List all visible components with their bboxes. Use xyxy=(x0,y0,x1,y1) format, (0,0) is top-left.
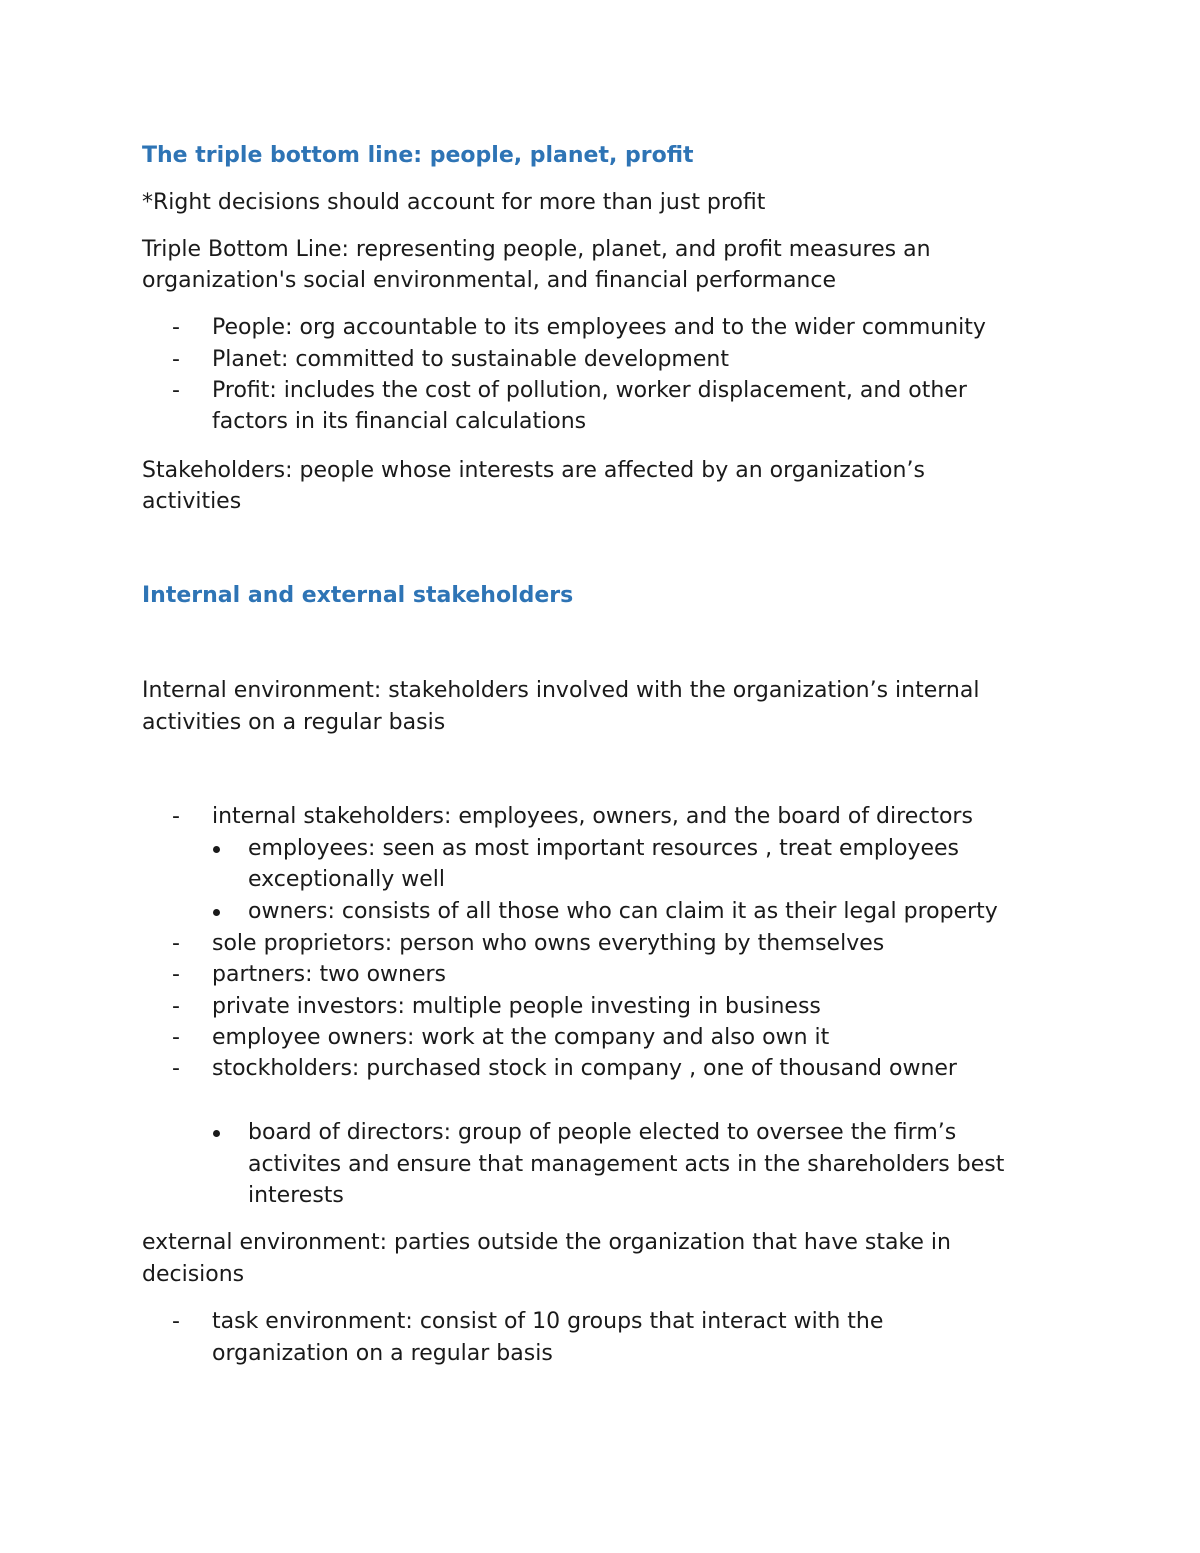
bullet-dot-icon xyxy=(213,846,220,853)
dash-bullet: - xyxy=(172,804,180,829)
dash-bullet: - xyxy=(172,1056,180,1081)
bullet-profit-line-2: factors in its financial calculations xyxy=(212,409,587,434)
bullet-stockholders: stockholders: purchased stock in company , one of thousand owner xyxy=(212,1056,957,1081)
heading-triple-bottom-line: The triple bottom line: people, planet, profit xyxy=(142,143,694,168)
bullet-planet: Planet: committed to sustainable development xyxy=(212,347,729,372)
dash-bullet: - xyxy=(172,378,180,403)
note-right-decisions: *Right decisions should account for more than just profit xyxy=(142,190,766,215)
bullet-task-environment-line-1: task environment: consist of 10 groups that interact with the xyxy=(212,1309,884,1334)
heading-internal-external: Internal and external stakeholders xyxy=(142,583,574,608)
bullet-dot-icon xyxy=(213,909,220,916)
dash-bullet: - xyxy=(172,1309,180,1334)
internal-environment-line-1: Internal environment: stakeholders involved with the organization’s internal xyxy=(142,678,980,703)
dash-bullet: - xyxy=(172,962,180,987)
subbullet-employees-line-1: employees: seen as most important resources , treat employees xyxy=(248,836,959,861)
bullet-dot-icon xyxy=(213,1130,220,1137)
subbullet-employees-line-2: exceptionally well xyxy=(248,867,445,892)
external-environment-line-1: external environment: parties outside the organization that have stake in xyxy=(142,1230,951,1255)
dash-bullet: - xyxy=(172,931,180,956)
subbullet-board-line-3: interests xyxy=(248,1183,344,1208)
subbullet-owners: owners: consists of all those who can claim it as their legal property xyxy=(248,899,998,924)
dash-bullet: - xyxy=(172,315,180,340)
definition-line-1: Triple Bottom Line: representing people, planet, and profit measures an xyxy=(142,237,931,262)
bullet-profit-line-1: Profit: includes the cost of pollution, worker displacement, and other xyxy=(212,378,967,403)
subbullet-board-line-1: board of directors: group of people elected to oversee the firm’s xyxy=(248,1120,957,1145)
bullet-task-environment-line-2: organization on a regular basis xyxy=(212,1341,553,1366)
bullet-internal-stakeholders: internal stakeholders: employees, owners, and the board of directors xyxy=(212,804,973,829)
dash-bullet: - xyxy=(172,994,180,1019)
definition-line-2: organization's social environmental, and financial performance xyxy=(142,268,836,293)
bullet-sole-proprietors: sole proprietors: person who owns everything by themselves xyxy=(212,931,885,956)
dash-bullet: - xyxy=(172,1025,180,1050)
bullet-employee-owners: employee owners: work at the company and also own it xyxy=(212,1025,830,1050)
subbullet-board-line-2: activites and ensure that management acts in the shareholders best xyxy=(248,1152,1005,1177)
bullet-people: People: org accountable to its employees and to the wider community xyxy=(212,315,986,340)
external-environment-line-2: decisions xyxy=(142,1262,245,1287)
stakeholders-line-1: Stakeholders: people whose interests are affected by an organization’s xyxy=(142,458,925,483)
bullet-private-investors: private investors: multiple people investing in business xyxy=(212,994,821,1019)
internal-environment-line-2: activities on a regular basis xyxy=(142,710,446,735)
bullet-partners: partners: two owners xyxy=(212,962,447,987)
stakeholders-line-2: activities xyxy=(142,489,242,514)
dash-bullet: - xyxy=(172,347,180,372)
